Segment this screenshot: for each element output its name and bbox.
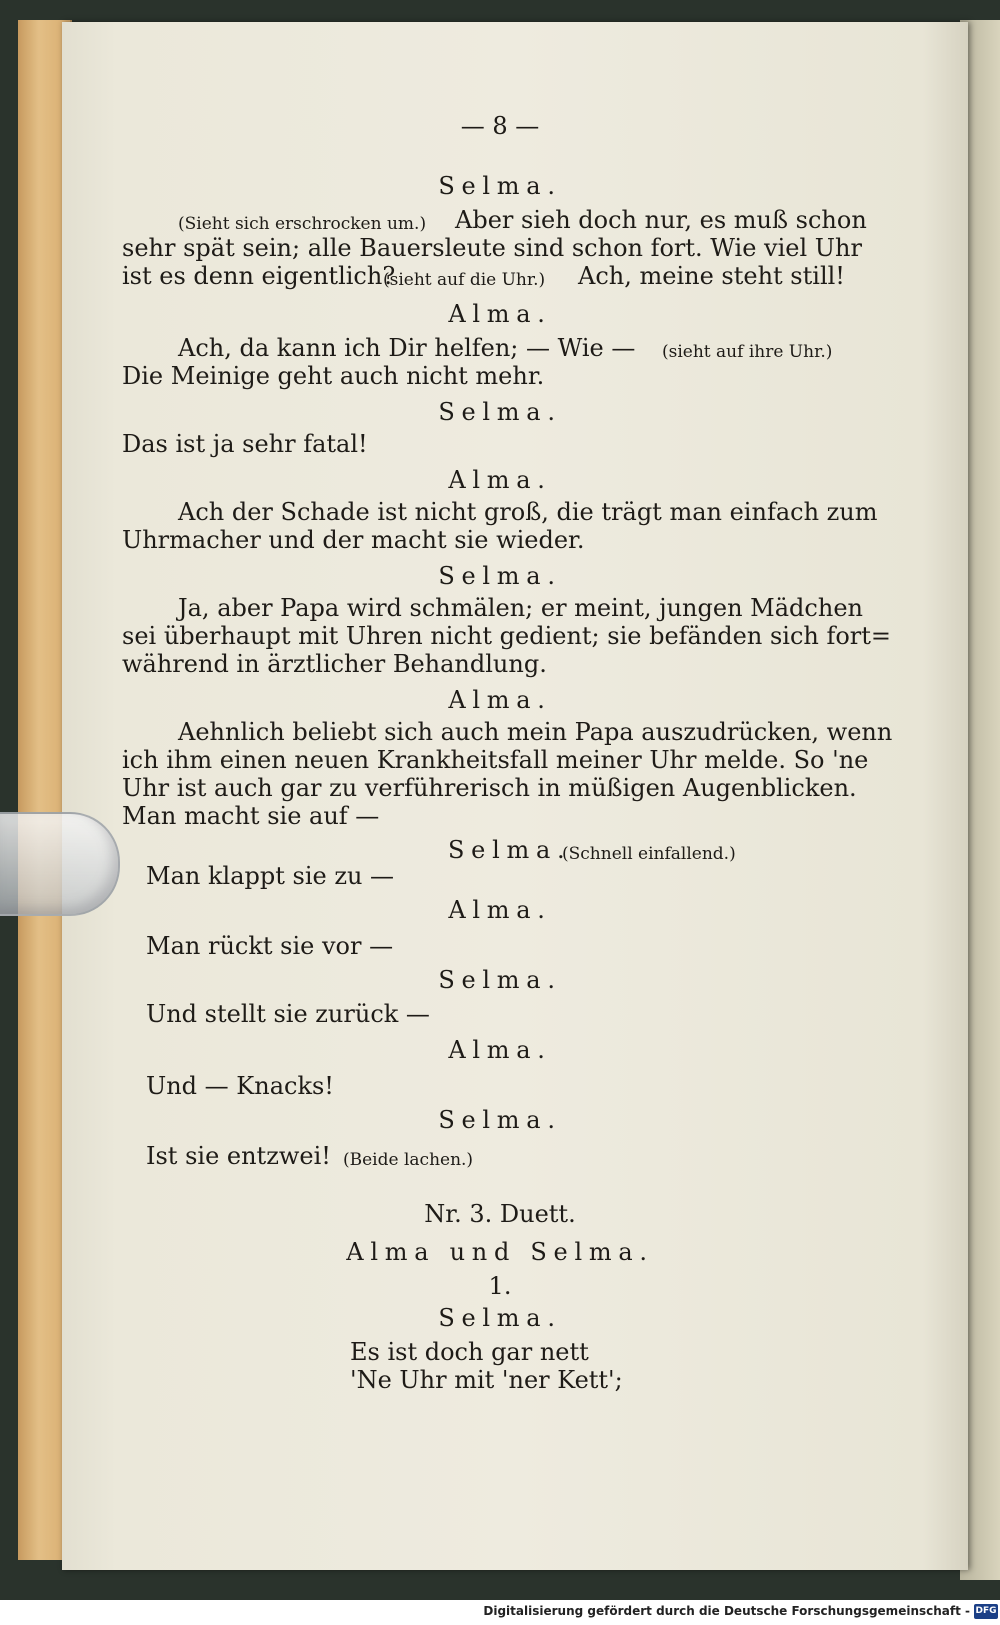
dialogue-line: Aehnlich beliebt sich auch mein Papa auszudrücken, wenn: [178, 718, 893, 746]
speaker-alma: Alma.: [448, 466, 552, 494]
dialogue-line: sehr spät sein; alle Bauersleute sind schon fort. Wie viel Uhr: [122, 234, 862, 262]
speaker-alma: Alma.: [448, 300, 552, 328]
dialogue-line: Man klappt sie zu —: [146, 862, 395, 890]
dialogue-line: Uhrmacher und der macht sie wieder.: [122, 526, 585, 554]
dfg-logo: DFG: [974, 1604, 998, 1619]
stage-direction: (sieht auf die Uhr.): [383, 270, 546, 290]
dialogue-line: Ist sie entzwei!: [146, 1142, 331, 1170]
stage-direction: (sieht auf ihre Uhr.): [662, 342, 833, 362]
dialogue-line: Aber sieh doch nur, es muß schon: [455, 206, 867, 234]
dialogue-line: Und stellt sie zurück —: [146, 1000, 430, 1028]
dialogue-line: Ach der Schade ist nicht groß, die trägt man einfach zum: [178, 498, 878, 526]
speaker-alma: Alma.: [448, 686, 552, 714]
song-line: Es ist doch gar nett: [350, 1338, 589, 1366]
speaker-alma: Alma.: [448, 896, 552, 924]
dialogue-line: Das ist ja sehr fatal!: [122, 430, 368, 458]
number-heading: Nr. 3. Duett.: [424, 1200, 576, 1228]
dialogue-line: ich ihm einen neuen Krankheitsfall meiner Uhr melde. So 'ne: [122, 746, 869, 774]
speaker-selma: Selma.: [448, 836, 572, 864]
stage-direction: (Sieht sich erschrocken um.): [178, 214, 427, 234]
dialogue-line: Man rückt sie vor —: [146, 932, 394, 960]
dialogue-line: Uhr ist auch gar zu verführerisch in müßigen Augenblicken.: [122, 774, 857, 802]
speaker-selma: Selma.: [438, 1106, 562, 1134]
stage-direction: (Schnell einfallend.): [562, 844, 736, 864]
speaker-selma: Selma.: [438, 1304, 562, 1332]
dialogue-line: ist es denn eigentlich?: [122, 262, 396, 290]
speaker-selma: Selma.: [438, 562, 562, 590]
stage-direction: (Beide lachen.): [343, 1150, 474, 1170]
dialogue-line: Ach, meine steht still!: [578, 262, 845, 290]
speaker-alma: Alma.: [448, 1036, 552, 1064]
verse-number: 1.: [488, 1272, 512, 1300]
dialogue-line: Die Meinige geht auch nicht mehr.: [122, 362, 545, 390]
footer-bar: [0, 1600, 1000, 1625]
dialogue-line: sei überhaupt mit Uhren nicht gedient; sie befänden sich fort=: [122, 622, 892, 650]
speaker-selma: Selma.: [438, 172, 562, 200]
dialogue-line: während in ärztlicher Behandlung.: [122, 650, 547, 678]
song-line: 'Ne Uhr mit 'ner Kett';: [350, 1366, 623, 1394]
duet-heading: Alma und Selma.: [346, 1238, 654, 1266]
speaker-selma: Selma.: [438, 966, 562, 994]
dialogue-line: Ja, aber Papa wird schmälen; er meint, jungen Mädchen: [178, 594, 863, 622]
dialogue-line: Und — Knacks!: [146, 1072, 334, 1100]
page-number: — 8 —: [460, 112, 540, 140]
footer-credit: Digitalisierung gefördert durch die Deutsche Forschungsgemeinschaft -: [483, 1604, 970, 1618]
dialogue-line: Ach, da kann ich Dir helfen; — Wie —: [178, 334, 636, 362]
dialogue-line: Man macht sie auf —: [122, 802, 380, 830]
speaker-selma: Selma.: [438, 398, 562, 426]
